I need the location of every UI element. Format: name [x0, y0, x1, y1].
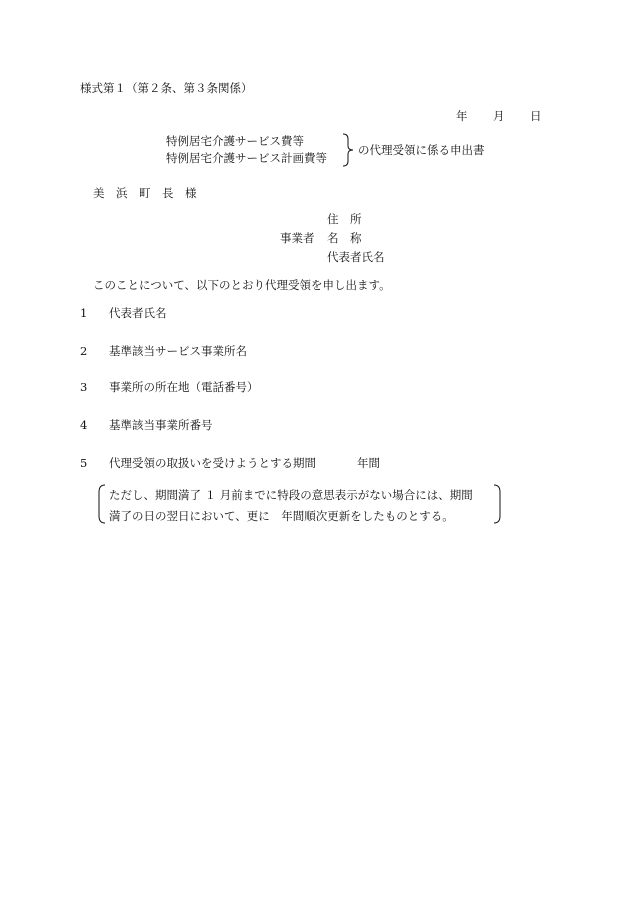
date-month-label: 月: [493, 109, 505, 123]
item-number: 3: [80, 380, 88, 394]
item-label: 事業所の所在地（電話番号）: [109, 380, 259, 394]
note-line-2: 満了の日の翌日において、更に 年間順次更新をしたものとする。: [109, 509, 454, 523]
title-line-1: 特例居宅介護サービス費等: [166, 134, 304, 148]
item-number: 4: [80, 418, 88, 432]
date-day-label: 日: [530, 109, 542, 123]
item-label: 代理受領の取扱いを受けようとする期間: [109, 456, 316, 470]
item-label: 基準該当サービス事業所名: [109, 344, 247, 358]
applicant-role: 事業者: [280, 231, 315, 245]
intro-text: このことについて、以下のとおり代理受領を申し出ます。: [93, 278, 391, 292]
title-line-2: 特例居宅介護サービス計画費等: [166, 151, 327, 165]
period-years-label: 年間: [357, 456, 380, 470]
addressee: 美 浜 町 長 様: [93, 186, 197, 200]
representative-label: 代表者氏名: [327, 250, 385, 264]
title-brace-icon: [340, 133, 356, 167]
note-right-bracket-icon: [492, 484, 502, 524]
item-number: 1: [80, 306, 88, 320]
note-left-bracket-icon: [97, 484, 107, 524]
item-label: 代表者氏名: [109, 306, 167, 320]
address-label: 住 所: [327, 212, 362, 226]
item-label: 基準該当事業所番号: [109, 418, 213, 432]
name-label: 名 称: [327, 231, 362, 245]
title-suffix: の代理受領に係る申出書: [358, 143, 485, 157]
date-year-label: 年: [456, 109, 468, 123]
item-number: 2: [80, 344, 88, 358]
note-line-1: ただし、期間満了 １ 月前までに特段の意思表示がない場合には、期間: [109, 488, 473, 502]
item-number: 5: [80, 456, 88, 470]
form-label: 様式第１（第２条、第３条関係）: [80, 81, 253, 95]
